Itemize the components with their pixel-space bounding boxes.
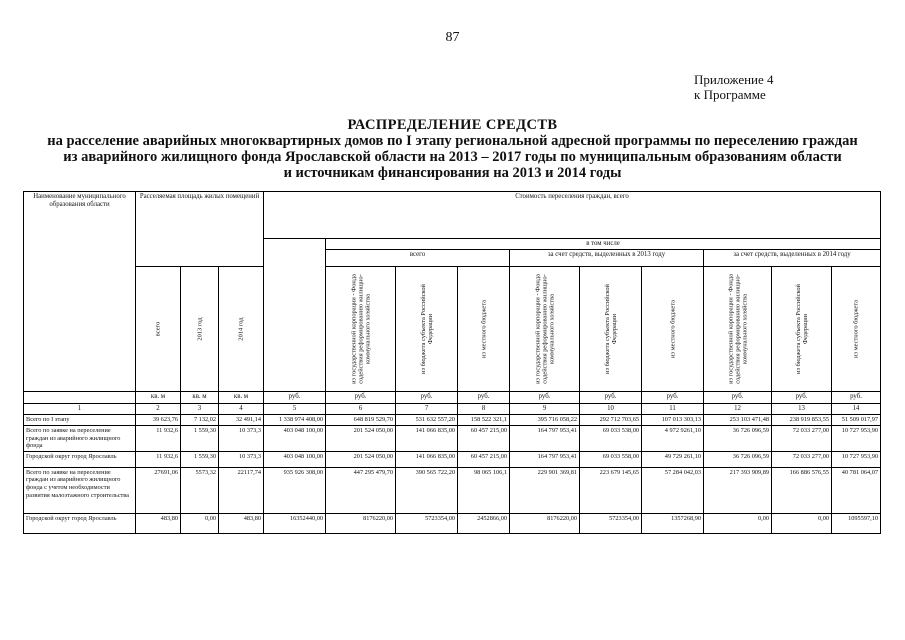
col-number: 5: [264, 404, 326, 415]
cell-value: 238 919 853,55: [772, 415, 832, 426]
appendix-label: [694, 72, 774, 102]
col-number: 1: [24, 404, 136, 415]
cell-value: 60 457 215,00: [458, 451, 510, 467]
cell-value: 10 373,3: [219, 451, 264, 467]
row-name: Всего по заявке на переселение граждан из аварийного жилищного фонда: [24, 426, 136, 452]
cell-value: 483,80: [136, 513, 181, 533]
row-name: Городской округ город Ярославль: [24, 451, 136, 467]
cell-value: 390 565 722,20: [396, 467, 458, 513]
cell-value: 531 632 557,20: [396, 415, 458, 426]
header-2014-group: за счет средств, выделенных в 2014 году: [704, 250, 881, 267]
unit-cell: руб.: [580, 392, 642, 404]
header-area: Расселяемая площадь жилых помещений: [136, 192, 264, 267]
cell-value: 1095597,10: [832, 513, 881, 533]
cell-value: 60 457 215,00: [458, 426, 510, 452]
cell-value: 5573,32: [181, 467, 219, 513]
cell-value: 107 013 303,13: [642, 415, 704, 426]
unit-cell: руб.: [704, 392, 772, 404]
title-line-2: на расселение аварийных многоквартирных домов по I этапу региональной адресной программы по переселению граждан: [47, 133, 858, 149]
header-2013-region: из бюджета субъекта Российской Федерации: [603, 284, 618, 374]
col-number: 11: [642, 404, 704, 415]
header-2014-region: из бюджета субъекта Российской Федерации: [794, 284, 809, 374]
cell-value: 201 524 050,00: [326, 451, 396, 467]
units-row: [24, 392, 881, 404]
col-number: 6: [326, 404, 396, 415]
cell-value: 72 033 277,00: [772, 451, 832, 467]
unit-cell: руб.: [642, 392, 704, 404]
unit-cell: кв. м: [219, 392, 264, 404]
cell-value: 253 103 471,48: [704, 415, 772, 426]
cell-value: 0,00: [772, 513, 832, 533]
cell-value: 2452866,00: [458, 513, 510, 533]
cell-value: 141 066 835,00: [396, 451, 458, 467]
cell-value: 72 033 277,00: [772, 426, 832, 452]
cell-value: 292 712 703,65: [580, 415, 642, 426]
row-name: Всего по заявке на переселение граждан из аварийного жилищного фонда с учетом необходимости развития малоэтажного строительства: [24, 467, 136, 513]
col-number: 3: [181, 404, 219, 415]
title-line-4: и источникам финансирования на 2013 и 2014 годы: [283, 165, 622, 181]
cell-value: 217 393 909,89: [704, 467, 772, 513]
cell-value: 0,00: [704, 513, 772, 533]
header-total-region: из бюджета субъекта Российской Федерации: [419, 284, 434, 374]
unit-cell: руб.: [396, 392, 458, 404]
cell-value: 403 048 100,00: [264, 426, 326, 452]
header-total-local: из местного бюджета: [480, 300, 488, 358]
cell-value: 164 797 953,41: [510, 426, 580, 452]
cell-value: 648 819 529,70: [326, 415, 396, 426]
cell-value: 223 679 145,65: [580, 467, 642, 513]
cell-value: 1357268,90: [642, 513, 704, 533]
cell-value: 229 901 369,81: [510, 467, 580, 513]
cell-value: 98 065 106,1: [458, 467, 510, 513]
cell-value: 4 972 9261,10: [642, 426, 704, 452]
cell-value: 141 066 835,00: [396, 426, 458, 452]
cell-value: 69 033 538,00: [580, 426, 642, 452]
col-number: 14: [832, 404, 881, 415]
unit-cell: руб.: [458, 392, 510, 404]
cell-value: 27691,06: [136, 467, 181, 513]
cell-value: 36 726 096,59: [704, 426, 772, 452]
cell-value: 51 509 017,97: [832, 415, 881, 426]
cell-value: 49 729 261,10: [642, 451, 704, 467]
header-area-total: всего: [154, 321, 162, 337]
header-area-2013: 2013 год: [196, 317, 203, 341]
col-number: 12: [704, 404, 772, 415]
cell-value: 403 048 100,00: [264, 451, 326, 467]
cell-value: 32 491,14: [219, 415, 264, 426]
header-including: в том числе: [326, 239, 881, 250]
cell-value: 447 295 479,70: [326, 467, 396, 513]
cell-value: 57 284 042,03: [642, 467, 704, 513]
units-blank: [24, 392, 136, 404]
cell-value: 8176220,00: [510, 513, 580, 533]
cell-value: 5723354,00: [396, 513, 458, 533]
column-number-row: [24, 404, 881, 415]
cell-value: 7 132,02: [181, 415, 219, 426]
unit-cell: руб.: [832, 392, 881, 404]
unit-cell: руб.: [510, 392, 580, 404]
cell-value: 158 522 321,1: [458, 415, 510, 426]
col-number: 8: [458, 404, 510, 415]
row-name: Всего по I этапу: [24, 415, 136, 426]
cell-value: 201 524 050,00: [326, 426, 396, 452]
cell-value: 935 926 308,00: [264, 467, 326, 513]
row-name: Городской округ город Ярославль: [24, 513, 136, 533]
cell-value: 8176220,00: [326, 513, 396, 533]
cell-value: 164 797 953,41: [510, 451, 580, 467]
header-area-2014: 2014 год: [237, 317, 245, 341]
cell-value: 11 932,6: [136, 451, 181, 467]
header-2013-fund: из государственной корпорации - Фонда содействия реформированию жилищно-коммунального хозяйства: [534, 274, 556, 384]
table-row: [24, 426, 881, 452]
header-total-fund: из государственной корпорации - Фонда содействия реформированию жилищно-коммунального хозяйства: [350, 274, 372, 384]
col-number: 4: [219, 404, 264, 415]
header-2014-fund: из государственной корпорации - Фонда содействия реформированию жилищно-коммунального хозяйства: [727, 274, 749, 384]
cell-value: 166 886 576,55: [772, 467, 832, 513]
cell-value: 39 623,76: [136, 415, 181, 426]
header-cost-blank: [264, 239, 326, 392]
title-line-1: РАСПРЕДЕЛЕНИЕ СРЕДСТВ: [347, 117, 558, 133]
cell-value: 10 727 953,90: [832, 426, 881, 452]
distribution-table: [23, 191, 881, 534]
cell-value: 5723354,00: [580, 513, 642, 533]
col-number: 7: [396, 404, 458, 415]
col-number: 9: [510, 404, 580, 415]
header-name: Наименование муниципального образования области: [24, 192, 136, 392]
title-line-3: из аварийного жилищного фонда Ярославской области на 2013 – 2017 годы по муниципальным образованиям области: [63, 149, 842, 165]
document-title: [0, 117, 905, 181]
cell-value: 1 338 974 408,00: [264, 415, 326, 426]
cell-value: 395 716 058,22: [510, 415, 580, 426]
unit-cell: кв. м: [136, 392, 181, 404]
header-2013-local: из местного бюджета: [669, 300, 677, 358]
cell-value: 1 559,30: [181, 451, 219, 467]
col-number: 13: [772, 404, 832, 415]
cell-value: 16352440,00: [264, 513, 326, 533]
cell-value: 0,00: [181, 513, 219, 533]
table-row: [24, 513, 881, 533]
unit-cell: кв. м: [181, 392, 219, 404]
cell-value: 483,80: [219, 513, 264, 533]
cell-value: 22117,74: [219, 467, 264, 513]
col-number: 2: [136, 404, 181, 415]
cell-value: 40 781 064,07: [832, 467, 881, 513]
page-number: 87: [445, 30, 460, 45]
header-2013-group: за счет средств, выделенных в 2013 году: [510, 250, 704, 267]
unit-cell: руб.: [264, 392, 326, 404]
unit-cell: руб.: [772, 392, 832, 404]
cell-value: 11 932,6: [136, 426, 181, 452]
appendix-line-2: к Программе: [694, 87, 766, 102]
unit-cell: руб.: [326, 392, 396, 404]
table-row: [24, 415, 881, 426]
cell-value: 69 033 558,00: [580, 451, 642, 467]
header-total-group: всего: [326, 250, 510, 267]
header-cost: Стоимость переселения граждан, всего: [264, 192, 881, 239]
cell-value: 10 373,3: [219, 426, 264, 452]
header-2014-local: из местного бюджета: [852, 300, 860, 358]
appendix-line-1: Приложение 4: [694, 72, 774, 87]
cell-value: 36 726 096,59: [704, 451, 772, 467]
table-row: [24, 467, 881, 513]
table-row: [24, 451, 881, 467]
cell-value: 1 559,30: [181, 426, 219, 452]
cell-value: 10 727 953,90: [832, 451, 881, 467]
col-number: 10: [580, 404, 642, 415]
